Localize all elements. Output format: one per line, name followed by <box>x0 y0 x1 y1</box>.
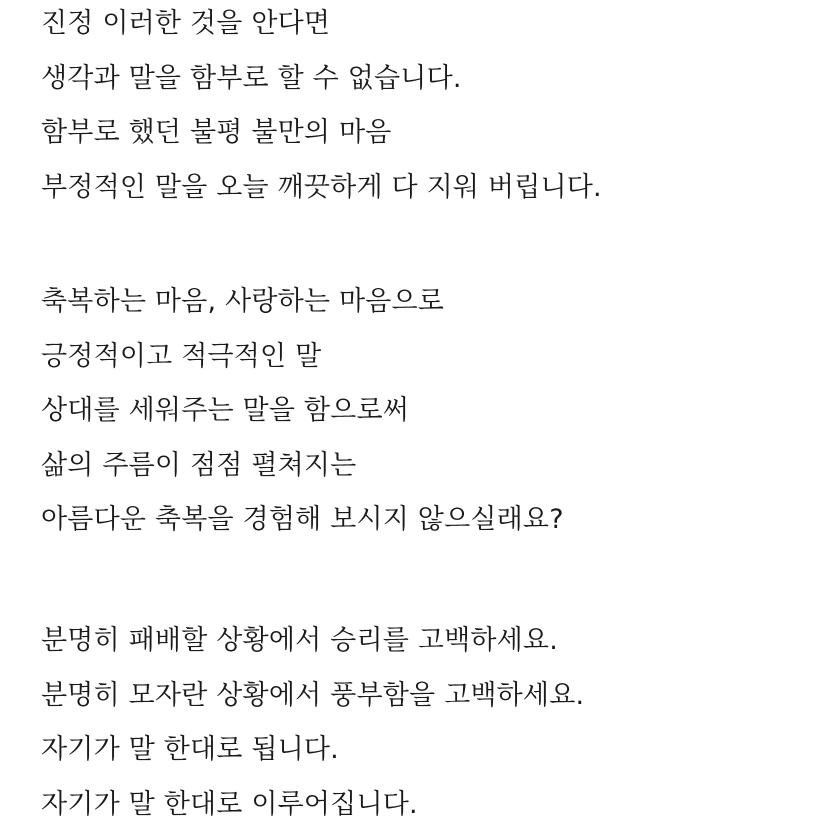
stanza-3 <box>41 614 584 832</box>
poem-line: 부정적인 말을 오늘 깨끗하게 다 지워 버립니다. <box>41 161 602 216</box>
poem-line: 삶의 주름이 점점 펼쳐지는 <box>41 439 564 494</box>
poem-line: 분명히 모자란 상황에서 풍부함을 고백하세요. <box>41 669 584 724</box>
poem-line: 축복하는 마음, 사랑하는 마음으로 <box>41 275 564 330</box>
poem-document <box>41 0 821 830</box>
poem-line: 아름다운 축복을 경험해 보시지 않으실래요? <box>41 493 564 548</box>
poem-line: 자기가 말 한대로 이루어집니다. <box>41 778 584 832</box>
poem-line: 분명히 패배할 상황에서 승리를 고백하세요. <box>41 614 584 669</box>
stanza-1 <box>41 0 602 215</box>
poem-line: 자기가 말 한대로 됩니다. <box>41 723 584 778</box>
poem-line: 긍정적이고 적극적인 말 <box>41 330 564 385</box>
poem-line: 상대를 세워주는 말을 함으로써 <box>41 384 564 439</box>
poem-line: 진정 이러한 것을 안다면 <box>41 0 602 52</box>
poem-line: 함부로 했던 불평 불만의 마음 <box>41 106 602 161</box>
stanza-2 <box>41 275 564 548</box>
poem-line: 생각과 말을 함부로 할 수 없습니다. <box>41 52 602 107</box>
